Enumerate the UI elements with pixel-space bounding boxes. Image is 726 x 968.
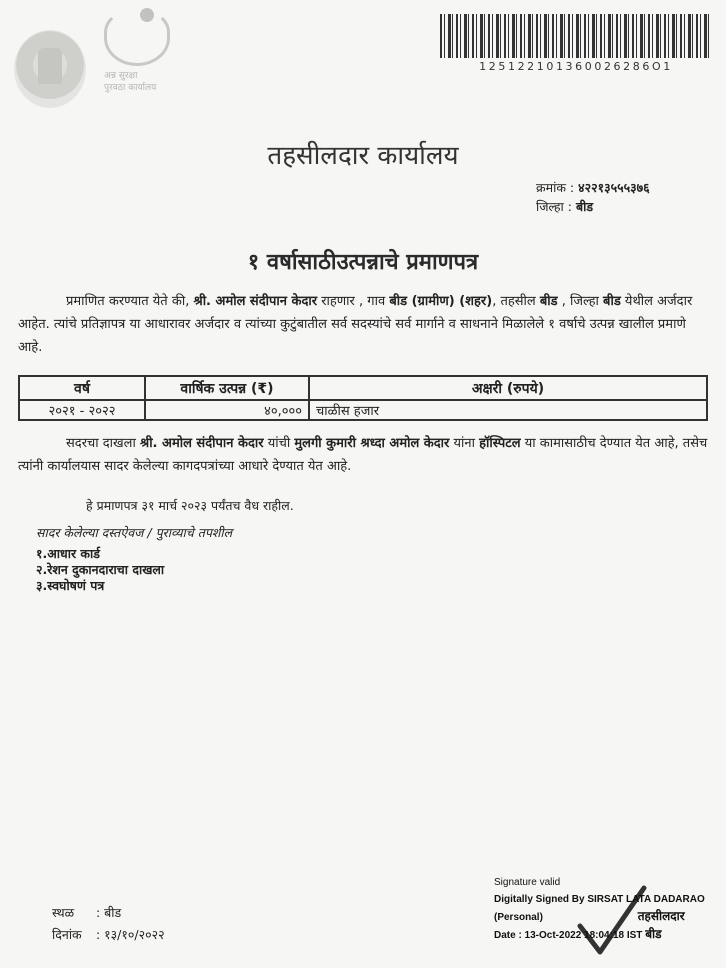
list-item: ३.स्वघोषणं पत्र: [36, 578, 105, 593]
certificate-title: १ वर्षासाठीउत्पन्नाचे प्रमाणपत्र: [247, 250, 479, 275]
certificate-meta: [536, 178, 650, 216]
signer-district: बीड: [645, 927, 662, 941]
signer-designation: तहसीलदार: [637, 909, 685, 923]
place-date-block: [52, 902, 165, 946]
income-table: [18, 375, 708, 421]
purpose-paragraph: [18, 432, 708, 478]
applicant-name: श्री. अमोल संदीपान केदार: [193, 294, 318, 309]
applicant-district: बीड: [603, 294, 621, 309]
cell-words: चाळीस हजार: [309, 400, 707, 420]
logo-dot: [140, 8, 154, 22]
validity-statement: हे प्रमाणपत्र ३१ मार्च २०२३ पर्यंतच वैध राहील.: [86, 498, 294, 513]
logo-caption: अन्न सुरक्षा पुरवठा कार्यालय: [104, 71, 157, 93]
department-logo: [98, 6, 170, 106]
para1-text-4: , जिल्हा: [557, 294, 604, 309]
para2-text-2: यांची: [263, 436, 295, 451]
cell-income: ४०,०००: [145, 400, 309, 420]
digital-signature-block: [494, 874, 705, 944]
place-value: : बीड: [95, 905, 122, 920]
header-year: वर्ष: [19, 376, 145, 400]
documents-list: [36, 546, 164, 594]
state-emblem-seal: [14, 30, 86, 108]
para2-text-1: सदरचा दाखला: [66, 436, 140, 451]
signature-date: Date : 13-Oct-2022 18:04:18 IST: [494, 930, 643, 941]
district-label: जिल्हा :: [536, 199, 572, 214]
serial-value: ४२२१३५५५३७६: [578, 180, 650, 195]
signer-type: (Personal): [494, 912, 543, 923]
header-annual-income: वार्षिक उत्पन्न (₹): [145, 376, 309, 400]
para2-text-3: यांना: [449, 436, 480, 451]
list-item: १.आधार कार्ड: [36, 546, 100, 561]
applicant-paragraph: [18, 290, 708, 359]
signer-name: Digitally Signed By SIRSAT LATA DADARAO: [494, 894, 705, 905]
documents-heading: सादर केलेल्या दस्तऐवज / पुराव्याचे तपशील: [36, 525, 233, 540]
date-value: : १३/१०/२०२२: [95, 927, 165, 942]
hands-logo-icon: [104, 10, 170, 66]
para1-text-3: , तहसील: [492, 294, 540, 309]
applicant-village: बीड (ग्रामीण) (शहर): [389, 294, 493, 309]
purpose-applicant-name: श्री. अमोल संदीपान केदार: [139, 436, 264, 451]
header-amount-in-words: अक्षरी (रुपये): [309, 376, 707, 400]
barcode: [440, 14, 712, 58]
income-table-header: [19, 376, 707, 400]
serial-label: क्रमांक :: [536, 180, 575, 195]
barcode-number: 125122101360026286O1: [479, 60, 673, 73]
table-row: [19, 400, 707, 420]
signature-status: Signature valid: [494, 877, 561, 888]
date-label: दिनांक: [52, 927, 82, 942]
para1-text-1: प्रमाणित करण्यात येते की,: [66, 294, 194, 309]
purpose-value: हॉस्पिटल: [479, 436, 521, 451]
beneficiary-name: मुलगी कुमारी श्रध्दा अमोल केदार: [294, 436, 450, 451]
para1-text-2: राहणार , गाव: [317, 294, 390, 309]
para2-text-4: या कामासाठीच देण्यात येत आहे, तसेच त्यांनी कार्यालयास सादर केलेल्या कागदपत्रांच्या आधारे देण्यात येत आहे.: [18, 436, 708, 474]
list-item: २.रेशन दुकानदाराचा दाखला: [36, 562, 165, 577]
district-value: बीड: [575, 199, 594, 214]
office-title: तहसीलदार कार्यालय: [267, 141, 459, 171]
para1-text-5: येथील अर्जदार आहेत. त्यांचे प्रतिज्ञापत्र या आधारावर अर्जदार व त्यांच्या कुटुंबातील सर्व सदस्यांचे सर्व मार्गाने व साधनाने मिळालेले १ वर्षाचे उत्पन्न खालील प्रमाणे आहे.: [18, 294, 693, 355]
applicant-taluka: बीड: [539, 294, 558, 309]
place-label: स्थळ: [52, 905, 75, 920]
cell-year: २०२१ - २०२२: [19, 400, 145, 420]
